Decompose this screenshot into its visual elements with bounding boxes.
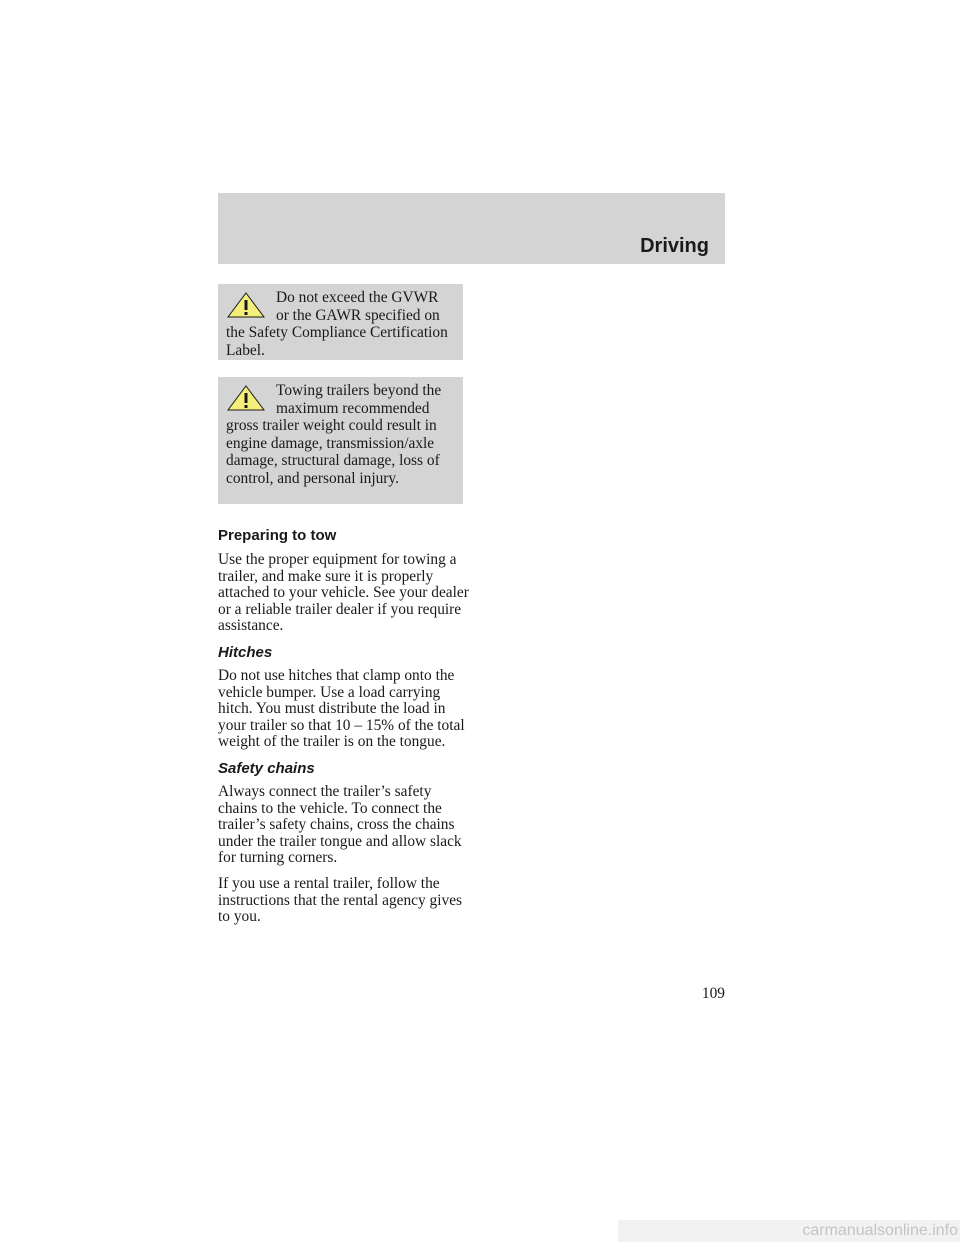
heading-hitches: Hitches	[218, 643, 273, 661]
section-title: Driving	[640, 235, 709, 257]
watermark: carmanualsonline.info	[618, 1220, 960, 1242]
paragraph-safety-chains: Always connect the trailer’s safety chains to the vehicle. To connect the trailer’s safety chains, cross the chains under the trailer tongue and allow slack for turning corners.	[218, 782, 462, 867]
warning-box-gvwr	[218, 284, 463, 360]
paragraph-rental-trailer: If you use a rental trailer, follow the instructions that the rental agency gives to you.	[218, 874, 463, 926]
warning-triangle-icon	[226, 292, 266, 318]
paragraph-preparing: Use the proper equipment for towing a trailer, and make sure it is properly attached to your vehicle. See your dealer or a reliable trailer dealer if you require assistance.	[218, 551, 469, 635]
heading-safety-chains: Safety chains	[218, 759, 315, 777]
body-column	[218, 527, 470, 935]
warning-box-towing	[218, 377, 463, 504]
warning-text: Towing trailers beyond the maximum recommended gross trailer weight could result in engine damage, transmission/axle damage, structural damage, loss of control, and personal injury.	[226, 382, 442, 487]
warning-text: Do not exceed the GVWR or the GAWR specified on the Safety Compliance Certification Label.	[226, 289, 448, 359]
warning-triangle-icon	[226, 385, 266, 411]
page-number: 109	[701, 985, 725, 1002]
paragraph-hitches: Do not use hitches that clamp onto the vehicle bumper. Use a load carrying hitch. You must distribute the load in your trailer so that 10 – 15% of the total weight of the trailer is on the tongue.	[218, 666, 465, 751]
section-header-band	[218, 193, 725, 264]
heading-preparing-to-tow: Preparing to tow	[218, 527, 337, 544]
